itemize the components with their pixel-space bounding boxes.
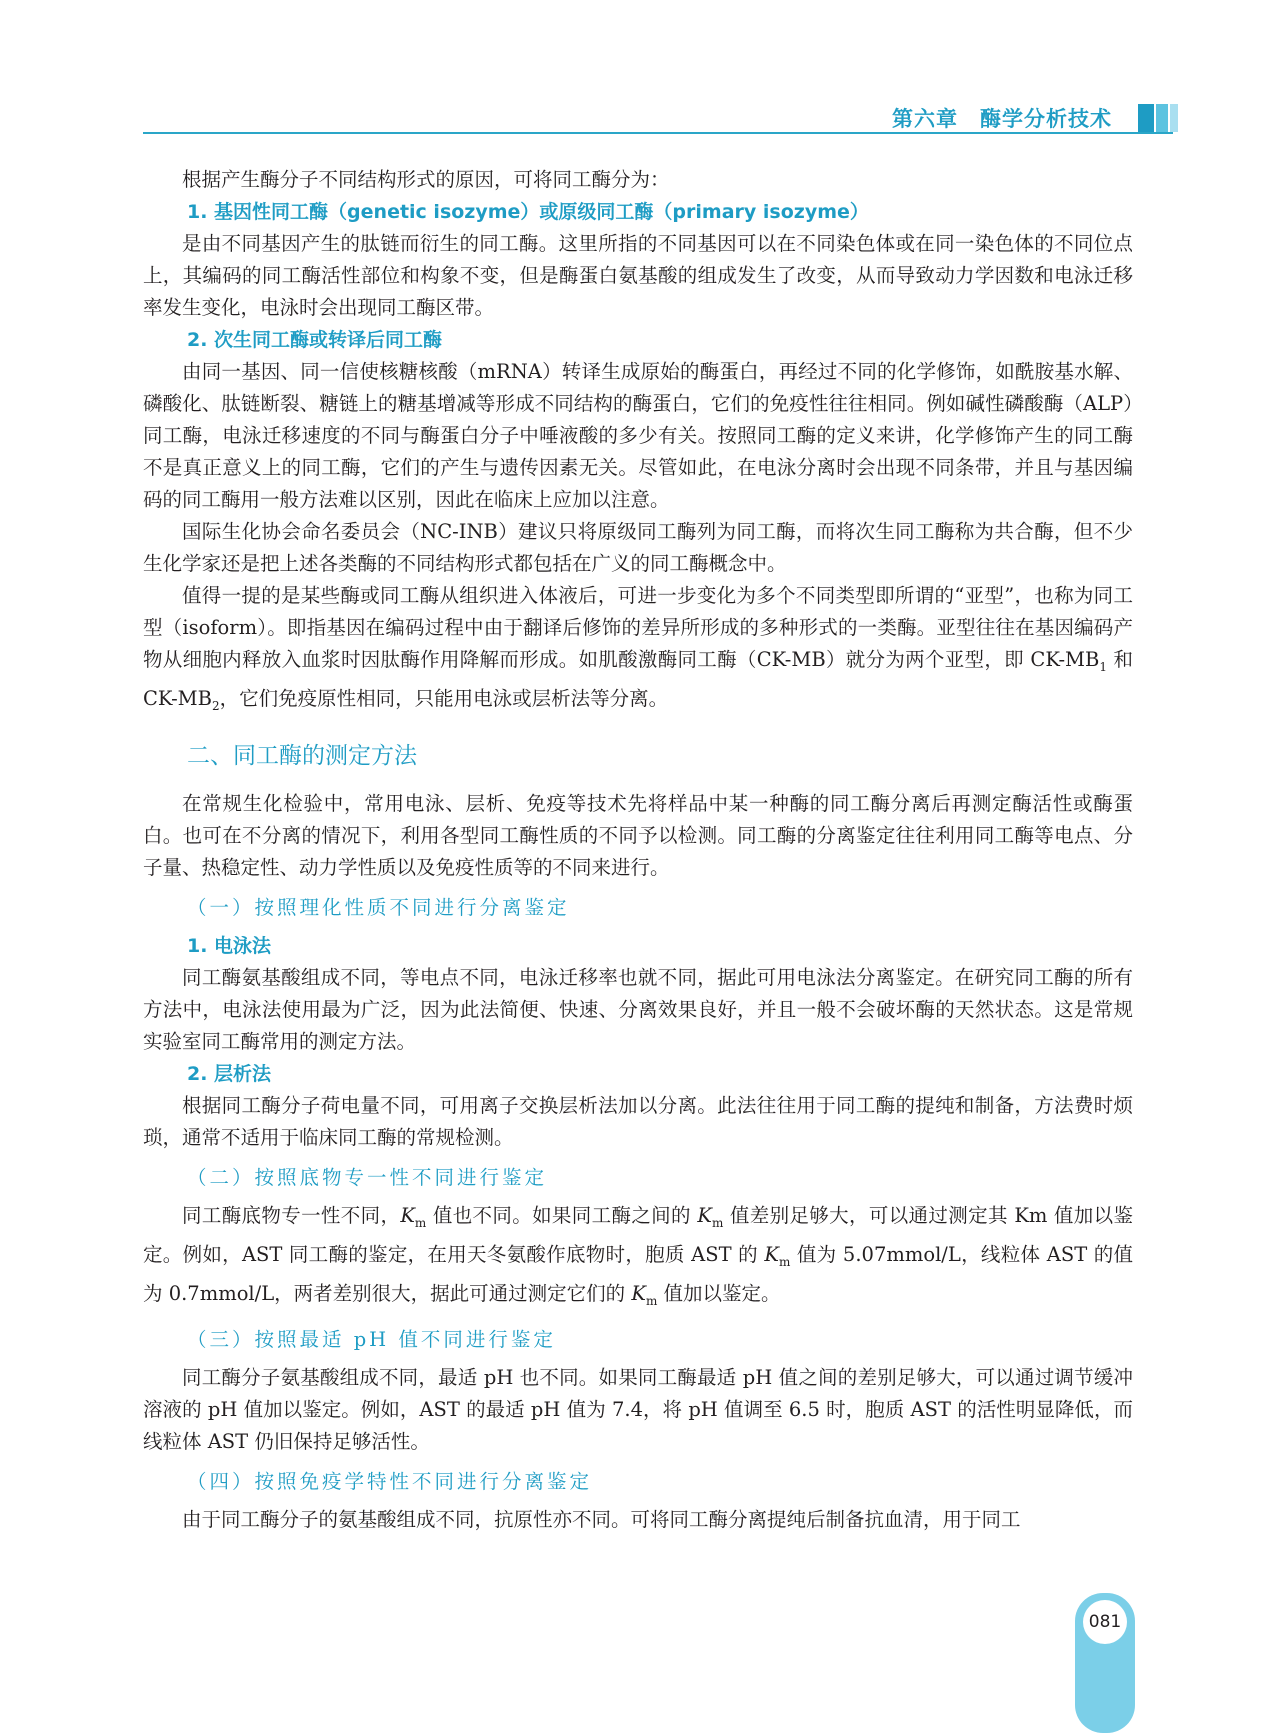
paragraph: 是由不同基因产生的肽链而衍生的同工酶。这里所指的不同基因可以在不同染色体或在同一染色体的不同位点上，其编码的同工酶活性部位和构象不变，但是酶蛋白氨基酸的组成发生了改变，从而导致动力学因数和电泳迁移率发生变化，电泳时会出现同工酶区带。 [143, 232, 1133, 319]
header-decor-block [1170, 104, 1178, 132]
paragraph [143, 1200, 1133, 1317]
paragraph: 国际生化协会命名委员会（NC-INB）建议只将原级同工酶列为同工酶，而将次生同工酶称为共合酶，但不少生化学家还是把上述各类酶的不同结构形式都包括在广义的同工酶概念中。 [143, 520, 1133, 575]
text-run: 和 CK-MB [143, 648, 1133, 710]
paragraph: 在常规生化检验中，常用电泳、层析、免疫等技术先将样品中某一种酶的同工酶分离后再测定酶活性或酶蛋白。也可在不分离的情况下，利用各型同工酶性质的不同予以检测。同工酶的分离鉴定往往利用同工酶等电点、分子量、热稳定性、动力学性质以及免疫性质等的不同来进行。 [143, 791, 1133, 879]
subheading: 1. 基因性同工酶（genetic isozyme）或原级同工酶（primary isozyme） [187, 201, 869, 223]
text-run: ，它们免疫原性相同，只能用电泳或层析法等分离。 [219, 686, 669, 710]
paragraph: 同工酶氨基酸组成不同，等电点不同，电泳迁移率也就不同，据此可用电泳法分离鉴定。在研究同工酶的所有方法中，电泳法使用最为广泛，因为此法简便、快速、分离效果良好，并且一般不会破坏酶的天然状态。这是常规实验室同工酶常用的测定方法。 [143, 965, 1133, 1053]
header-decor-block [1138, 104, 1154, 132]
chapter-header: 第六章 酶学分析技术 [892, 107, 1112, 131]
page-body [143, 164, 1133, 1536]
text-run: 值差别足够大，可以通过测定其 Km 值加以鉴定。例如，AST 同工酶的鉴定，在用天冬氨酸作底物时，胞质 AST 的 [143, 1203, 1133, 1266]
subscript: 2 [211, 698, 220, 713]
text-run: 值为 5.07mmol/L，线粒体 AST 的值为 0.7mmol/L，两者差别很大，据此可通过测定它们的 [143, 1242, 1133, 1305]
subheading: 1. 电泳法 [187, 934, 272, 957]
km-symbol: K [400, 1203, 415, 1227]
paragraph [143, 580, 1133, 722]
subscript: m [414, 1215, 427, 1230]
text-run: 同工酶底物专一性不同， [182, 1203, 401, 1227]
subsection-heading: （二）按照底物专一性不同进行鉴定 [187, 1165, 548, 1189]
text-run: 值加以鉴定。 [657, 1281, 781, 1305]
section-heading: 二、同工酶的测定方法 [187, 742, 417, 769]
paragraph: 根据产生酶分子不同结构形式的原因，可将同工酶分为： [182, 168, 670, 191]
subheading: 2. 次生同工酶或转译后同工酶 [187, 329, 443, 351]
subsection-heading: （四）按照免疫学特性不同进行分离鉴定 [187, 1470, 593, 1494]
paragraph: 由于同工酶分子的氨基酸组成不同，抗原性亦不同。可将同工酶分离提纯后制备抗血清，用于同工 [182, 1508, 1021, 1532]
text-run: 值得一提的是某些酶或同工酶从组织进入体液后，可进一步变化为多个不同类型即所谓的“亚型”，也称为同工型（isoform）。即指基因在编码过程中由于翻译后修饰的差异所形成的多种形式的一类酶。亚型往往在基因编码产物从细胞内释放入血浆时因肽酶作用降解而形成。如肌酸激酶同工酶（CK-MB）就分为两个亚型，即 CK-MB [143, 584, 1133, 671]
subscript: m [778, 1254, 791, 1269]
km-symbol: K [631, 1281, 646, 1305]
paragraph: 同工酶分子氨基酸组成不同，最适 pH 也不同。如果同工酶最适 pH 值之间的差别足够大，可以通过调节缓冲溶液的 pH 值加以鉴定。例如，AST 的最适 pH 值为 7.4，将 pH 值调至 6.5 时，胞质 AST 的活性明显降低，而线粒体 AST 仍旧保持足够活性。 [143, 1366, 1133, 1454]
text-run: 值也不同。如果同工酶之间的 [426, 1203, 698, 1227]
page-number: 081 [1083, 1600, 1127, 1644]
km-symbol: K [697, 1203, 712, 1227]
paragraph: 根据同工酶分子荷电量不同，可用离子交换层析法加以分离。此法往往用于同工酶的提纯和制备，方法费时烦琐，通常不适用于临床同工酶的常规检测。 [143, 1093, 1133, 1149]
subscript: m [711, 1215, 724, 1230]
subheading: 2. 层析法 [187, 1062, 272, 1085]
header-rule [143, 132, 1173, 134]
subscript: m [645, 1293, 658, 1308]
subsection-heading: （三）按照最适 pH 值不同进行鉴定 [187, 1328, 556, 1352]
header-decor-block [1156, 104, 1168, 132]
paragraph: 由同一基因、同一信使核糖核酸（mRNA）转译生成原始的酶蛋白，再经过不同的化学修饰，如酰胺基水解、磷酸化、肽链断裂、糖链上的糖基增减等形成不同结构的酶蛋白，它们的免疫性往往相同。例如碱性磷酸酶（ALP）同工酶，电泳迁移速度的不同与酶蛋白分子中唾液酸的多少有关。按照同工酶的定义来讲，化学修饰产生的同工酶不是真正意义上的同工酶，它们的产生与遗传因素无关。尽管如此，在电泳分离时会出现不同条带，并且与基因编码的同工酶用一般方法难以区别，因此在临床上应加以注意。 [143, 360, 1133, 511]
subsection-heading: （一）按照理化性质不同进行分离鉴定 [187, 895, 570, 919]
km-symbol: K [764, 1242, 779, 1266]
subscript: 1 [1099, 659, 1107, 674]
